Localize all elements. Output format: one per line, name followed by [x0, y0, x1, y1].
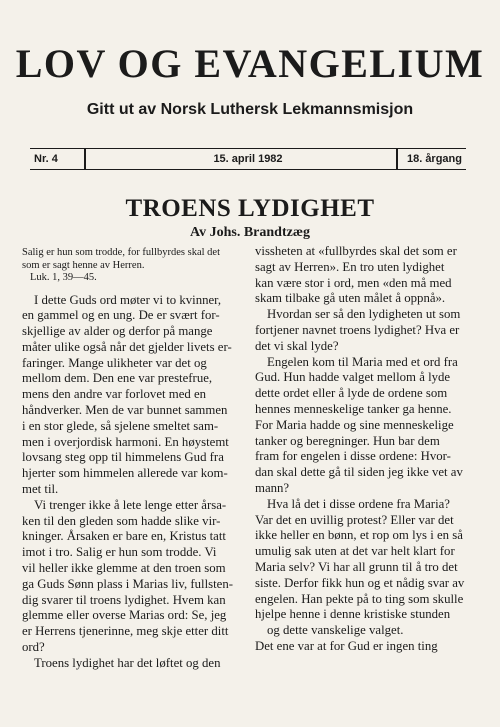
- text-line: Hva lå det i disse ordene fra Maria?: [267, 496, 450, 511]
- text-line: umulig sak uten at det var helt klart for: [255, 544, 455, 559]
- divider: [396, 149, 398, 169]
- text-line: faringer. Mange ulikheter var det og: [22, 355, 207, 370]
- text-line: måter ulike også når det gjelder livets er-: [22, 339, 232, 354]
- article-title: TROENS LYDIGHET: [125, 195, 375, 222]
- text-line: fortjener navnet troens lydighet? Hva er: [255, 322, 460, 337]
- text-line: dig svarer til troens lydighet. Hvem kan: [22, 592, 226, 607]
- text-line: glemme eller overse Marias ord: Se, jeg: [22, 608, 227, 623]
- article-byline: Av Johs. Brandtzæg: [190, 225, 310, 240]
- issue-number: Nr. 4: [34, 153, 58, 165]
- text-line: vissheten at «fullbyrdes skal det som er: [255, 244, 457, 258]
- text-line: hjerter som himmelen allerede var kom-: [22, 466, 228, 481]
- text-line: i en stor glede, så sjelene smeltet sam-: [22, 418, 219, 433]
- text-line: dette ordet eller å lyde de ordene som: [255, 386, 448, 401]
- issue-volume: 18. årgang: [406, 153, 462, 165]
- text-line: Gud. Hun hadde valget mellom å lyde: [255, 370, 451, 385]
- epigraph-line: Salig er hun som trodde, for fullbyrdes skal det: [22, 247, 221, 258]
- text-line: hennes menneskelige tanker ga henne.: [255, 401, 452, 416]
- text-line: skjellige av alder og derfor på mange: [22, 324, 213, 339]
- text-line: For Maria hadde og sine menneskelige: [255, 417, 454, 432]
- text-line: mann?: [255, 480, 290, 495]
- text-line: Hvordan ser så den lydigheten ut som: [267, 307, 461, 322]
- issue-date: 15. april 1982: [213, 153, 283, 165]
- masthead-title: LOV OG EVANGELIUM: [15, 41, 485, 86]
- text-line: lovsang steg opp til himmelens Gud fra: [22, 450, 224, 465]
- epigraph-reference: Luk. 1, 39—45.: [30, 272, 97, 283]
- article-column-left: [22, 244, 244, 672]
- text-line: mens den andre var forlovet med en: [22, 387, 207, 402]
- text-line: men i overjordisk harmoni. En høystemt: [22, 434, 229, 449]
- text-line: det vi skal lyde?: [255, 338, 339, 353]
- text-line: og dette vanskelige valget.: [267, 623, 404, 638]
- text-line: siste. Derfor fikk hun og et nådig svar av: [255, 575, 465, 590]
- text-line: fram for engelen i disse ordene: Hvor-: [255, 449, 451, 464]
- text-line: sagt av Herren». En tro uten lydighet: [255, 259, 445, 274]
- text-line: kninger. Årsaken er bare en, Kristus tatt: [22, 529, 226, 544]
- text-line: ken til den gleden som hadde slike vir-: [22, 513, 221, 528]
- text-line: mellom dem. Den ene var prestefrue,: [22, 371, 213, 386]
- text-line: ord?: [22, 640, 45, 655]
- article-column-right: [255, 244, 477, 655]
- text-line: met til.: [22, 482, 59, 497]
- text-line: dan skal dette gå til siden jeg ikke vet av: [255, 465, 463, 480]
- text-line: I dette Guds ord møter vi to kvinner,: [34, 292, 222, 307]
- epigraph: [22, 247, 244, 285]
- text-line: Engelen kom til Maria med et ord fra: [267, 354, 458, 369]
- text-line: imot i tro. Salig er hun som trodde. Vi: [22, 545, 217, 560]
- epigraph-line: som er sagt henne av Herren.: [22, 259, 145, 271]
- text-line: kan være stor i ord, men «den må med: [255, 275, 452, 290]
- text-line: vil heller ikke glemme at den troen som: [22, 561, 226, 576]
- text-line: Vi trenger ikke å lete lenge etter årsa-: [34, 497, 227, 512]
- text-line: Troens lydighet har det løftet og den: [34, 655, 221, 670]
- text-line: skam tilbake gå uten målet å oppnå».: [255, 291, 446, 306]
- issue-info-bar: [30, 148, 466, 170]
- text-line: Var det en uvillig protest? Eller var det: [255, 512, 454, 527]
- text-line: Det ene var at for Gud er ingen ting: [255, 638, 438, 653]
- text-line: engelen. Han pekte på to ting som skulle: [255, 591, 464, 606]
- text-line: ga Guds Sønn plass i Marias liv, fullsten-: [22, 576, 234, 591]
- text-line: ikke heller en bønn, et rop om lys i en så: [255, 528, 463, 543]
- text-line: en gammel og en ung. De er svært for-: [22, 308, 220, 323]
- masthead-subtitle: Gitt ut av Norsk Luthersk Lekmannsmisjon: [86, 101, 414, 118]
- text-line: tanker og beregninger. Hun bar dem: [255, 433, 440, 448]
- text-line: er Herrens tjenerinne, meg skje etter ditt: [22, 624, 229, 639]
- text-line: Maria selv? Vi har all grunn til å tro det: [255, 559, 458, 574]
- text-line: håndverker. Men de var bunnet sammen: [22, 403, 228, 418]
- text-line: hjelpe henne i denne kristiske stunden: [255, 607, 451, 622]
